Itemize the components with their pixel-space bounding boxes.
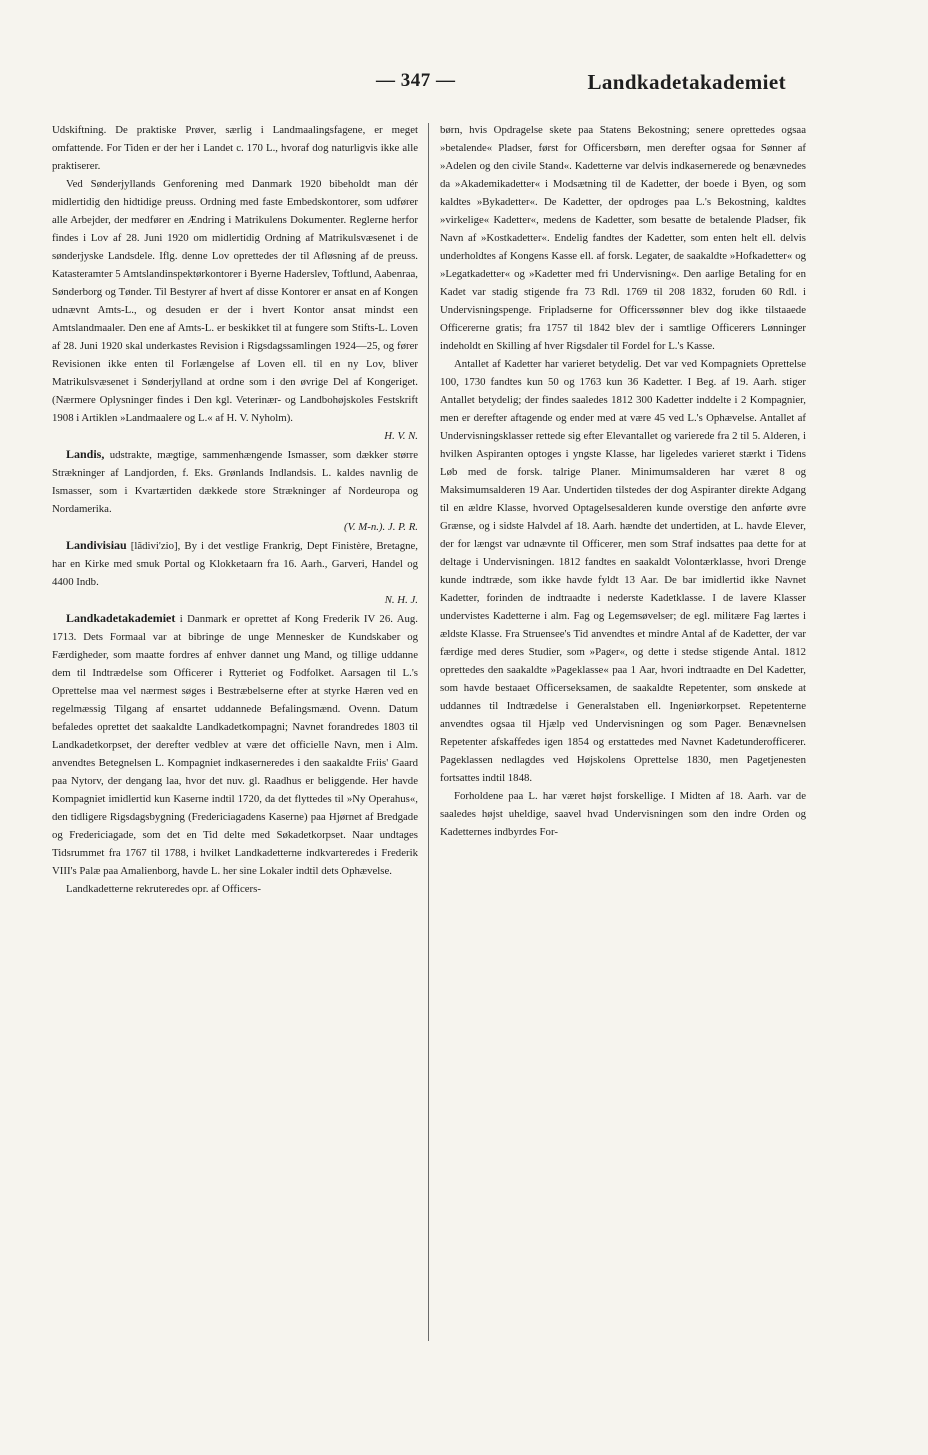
- headword: Landivisiau: [66, 538, 127, 552]
- paragraph-antallet: Antallet af Kadetter har varieret betydelig. Det var ved Kompagniets Oprettelse 100, 1730 fandtes kun 50 og 1763 kun 36 Kadetter. I Beg. af 19. Aarh. stiger Antallet betydelig; der findes saaledes 1812 300 Kadetter inddelte i 2 Kompagnier, men er derefter aftagende og ender med at være 45 ved L.'s Ophævelse. Antallet af Undervisningsklasser rettede sig efter Elevantallet og varierede fra 2 til 5. Alderen, i hvilken Aspiranten optoges i yngste Klasse, har ligeledes varieret stærkt i Tidens Løb med de forsk. talrige Planer. Minimumsalderen har været 8 og Maksimumsalderen 19 Aar. Undertiden tilstedes der dog Aspiranter direkte Adgang til en ældre Klasse, hvorved Optagelsesalderen kunde overstige den anførte øvre Grænse, og i sidste Halvdel af 18. Aarh. hændte det undertiden, at L. havde Elever, der for længst var udnævnte til Officerer, men som Straf indsattes paa dette for at deltage i Undervisningen. 1812 fandtes en saakaldt Volontærklasse, hvori Drenge kunde indtræde, som ikke havde fyldt 13 Aar. De bar imidlertid ikke Navnet Kadetter, forinden de indtraadte i nederste Kadetklasse. I de lavere Klasser undervistes Kadetterne i alm. Fag og Legemsøvelser; de egl. militære Fag lærtes i ældste Klasse. Fra Struensee's Tid anvendtes et mindre Antal af de Kadetter, der var færdige med deres Studier, som »Pager«, og dette i stedse stigende Antal. 1812 oprettedes den saakaldte »Pageklasse« paa 1 Aar, hvori indtraadte en Del Kadetter, som havde bestaaet Officerseksamen, de saakaldte Repetenter, som ønskede at uddannes til Indtrædelse i Generalstaben ell. Ingeniørkorpset. Repetenterne anvendtes ogsaa til Hjælp ved Undervisningen og som Pager. Benævnelsen Repetenter afskaffedes igen 1854 og erstattedes med Navnet Kadetunderofficerer. Pageklassen nedlagdes ved Højskolens Oprettelse 1830, men Pagetjenesten fortsattes indtil 1848.: [440, 358, 806, 784]
- paragraph-sonderjylland: [52, 175, 418, 445]
- paragraph-born: børn, hvis Opdragelse skete paa Statens Bekostning; senere oprettedes ogsaa »betalende« Pladser, først for Officersbørn, men derefter ogsaa for Sønner af »Adelen og den civile Stand«. Kadetterne var delvis indkasernerede og benævnedes da »Akademikadetter« i Modsætning til de Kadetter, der boede i Byen, og som kaldtes »Bykadetter«. De Kadetter, der opdroges paa L.'s Bekostning, kaldtes »virkelige« Kadetter«, medens de Kadetter, som besatte de betalende Pladser, fik Navn af »Kostkadetter«. Endelig fandtes der Kadetter, som enten helt ell. delvis underholdtes af Kongens Kasse ell. af forsk. Legater, de saakaldte »Hofkadetter« og »Legatkadetter« og »Kadetter med fri Undervisning«. Den aarlige Betaling for en Kadet var stadig stigende fra 73 Rdl. 1769 til 208 1832, foruden 60 Rdl. i Undervisningspenge. Fripladserne for Officerssønner blev dog ikke tilstaaede Officererne gratis; fra 1757 til 1842 blev der i samtlige Officerers Lønninger indeholdt en Skilling af hver Rigsdaler til Fordel for L.'s Kasse.: [440, 124, 806, 352]
- author-signature: N. H. J.: [384, 594, 418, 606]
- entry-landis: [52, 445, 418, 536]
- page-header: [0, 70, 928, 104]
- column-divider: [428, 123, 429, 1341]
- right-column: [440, 121, 806, 841]
- entry-text: udstrakte, mægtige, sammenhængende Ismasser, som dækker større Strækninger af Landjorden, f. Eks. Grønlands Indlandsis. L. kaldes navnlig de Ismasser, som i Kvartærtiden dækkede store Strækninger af Nordeuropa og Nordamerika.: [52, 449, 419, 515]
- paragraph-forholdene: Forholdene paa L. har været højst forskellige. I Midten af 18. Aarh. var de saaledes højst uheldige, saavel hvad Undervisningen som den indre Orden og Kadetternes indbyrdes For-: [440, 790, 806, 838]
- left-column: [52, 121, 418, 898]
- entry-text: i Danmark er oprettet af Kong Frederik IV 26. Aug. 1713. Dets Formaal var at bibringe de unge Mennesker de Kundskaber og Færdigheder, som maatte fordres af enhver dannet ung Mand, og tillige uddanne dem til Indtrædelse som Officerer i Rytteriet og Fodfolket. Aarsagen til L.'s Oprettelse maa vel nærmest søges i Bestræbelserne efter at styrke Hæren ved en regelmæssig Tilgang af ensartet uddannede Befalingsmænd. Ovenn. Datum befaledes oprettet det saakaldte Landkadetkompagni; Navnet forandredes 1803 til Landkadetkorpset, der derefter vedblev at være det officielle Navn, men i Alm. anvendtes Betegnelsen L. Kompagniet indkaserneredes i den saakaldte Friis' Gaard paa Nytorv, der dengang laa, hvor det nuv. gl. Raadhus er beliggende. Her havde Kompagniet imidlertid kun Kaserne indtil 1720, da det flyttedes til »Ny Operahus«, den tidligere Rigsdagsbygning (Fredericiagadens Kaserne) paa Hjørnet af Bredgade og Fredericiagade, som det en Tid delte med Søkadetkorpset. Naar undtages Tidsrummet fra 1767 til 1788, i hvilket Landkadetterne indkvarteredes i Frederik VIII's Palæ paa Amalienborg, havde L. her sine Lokaler indtil dets Ophævelse.: [52, 613, 418, 877]
- running-head: Landkadetakademiet: [587, 70, 786, 94]
- paragraph-sonderjylland-text: Ved Sønderjyllands Genforening med Danmark 1920 bibeholdt man dér midlertidig den hidtidige preuss. Ordning med faste Embedskontorer, som udfører alle Arbejder, der medfører en Ændring i Matrikulens Dokumenter. Reglerne herfor findes i Lov af 28. Juni 1920 om midlertidig Ordning af Matrikulsvæsenet i de sønderjyske Landsdele. Iflg. denne Lov oprettedes der til Afløsning af de preuss. Katasteramter 5 Amtslandinspektørkontorer i Byerne Haderslev, Toftlund, Aabenraa, Sønderborg og Tønder. Til Bestyrer af hvert af disse Kontorer er ansat en af Kongen udnævnt Amts-L., og desuden er der i hvert Kontor ansat mindst een Amtslandmaaler. Den ene af Amts-L. er beskikket til at fungere som Stifts-L. Loven af 28. Juni 1920 skal underkastes Revision i Rigsdagssamlingen 1924—25, og fører Revisionen ikke enten til Forlængelse af Loven ell. til en ny Lov, bliver Matrikulsvæsenet i Sønderjylland at ordne som i den øvrige Del af Kongeriget. (Nærmere Oplysninger findes i Den kgl. Veterinær- og Landbohøjskoles Festskrift 1908 i Artiklen »Landmaalere og L.« af H. V. Nyholm).: [52, 178, 418, 424]
- paragraph-udskiftning: Udskiftning. De praktiske Prøver, særlig i Landmaalingsfagene, er meget omfattende. For Tiden er der her i Landet c. 170 L., hvoraf dog naturligvis ikke alle praktiserer.: [52, 124, 418, 172]
- author-signature: (V. M-n.). J. P. R.: [344, 521, 418, 533]
- entry-landkadetakademiet: [52, 609, 418, 880]
- page-number: — 347 —: [376, 70, 456, 91]
- headword: Landkadetakademiet: [66, 611, 176, 625]
- headword: Landis,: [66, 447, 105, 461]
- author-signature: H. V. N.: [384, 430, 418, 442]
- paragraph-rekruteredes: Landkadetterne rekruteredes opr. af Officers-: [66, 883, 261, 895]
- entry-landivisiau: [52, 536, 418, 609]
- entry-text: [lãdivi'zio], By i det vestlige Frankrig, Dept Finistère, Bretagne, har en Kirke med smuk Portal og Klokketaarn fra 16. Aarh., Garveri, Handel og 4400 Indb.: [52, 540, 418, 588]
